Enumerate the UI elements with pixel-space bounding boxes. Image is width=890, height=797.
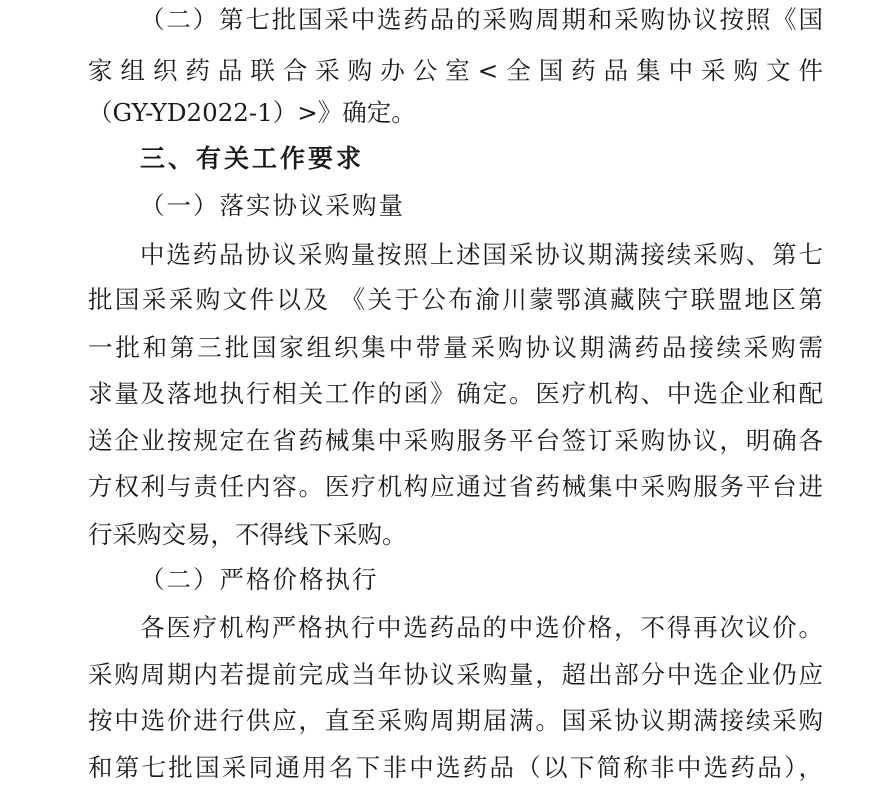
- paragraph-line: 采购周期内若提前完成当年协议采购量，超出部分中选企业仍应: [88, 660, 823, 689]
- paragraph-line: 按中选价进行供应，直至采购周期届满。国采协议期满接续采购: [88, 706, 823, 735]
- paragraph-line: 各医疗机构严格执行中选药品的中选价格，不得再次议价。: [140, 613, 823, 642]
- subsection-heading: （二）严格价格执行: [140, 565, 379, 594]
- paragraph-line: 中选药品协议采购量按照上述国采协议期满接续采购、第七: [140, 240, 823, 269]
- paragraph-line: （二）第七批国采中选药品的采购周期和采购协议按照《国: [140, 5, 823, 34]
- paragraph-line: 行采购交易，不得线下采购。: [88, 520, 407, 549]
- paragraph-line: 一批和第三批国家组织集中带量采购协议期满药品接续采购需: [88, 333, 823, 362]
- paragraph-line: 送企业按规定在省药械集中采购服务平台签订采购协议，明确各: [88, 426, 823, 455]
- paragraph-line: 方权利与责任内容。医疗机构应通过省药械集中采购服务平台进: [88, 472, 823, 501]
- paragraph-line: 和第七批国采同通用名下非中选药品（以下简称非中选药品），: [88, 753, 823, 782]
- paragraph-line: 批国采采购文件以及 《关于公布渝川蒙鄂滇藏陕宁联盟地区第: [88, 285, 823, 314]
- paragraph-line: 家组织药品联合采购办公室<全国药品集中采购文件: [88, 56, 823, 85]
- subsection-heading: （一）落实协议采购量: [140, 191, 405, 220]
- paragraph-line: 求量及落地执行相关工作的函》确定。医疗机构、中选企业和配: [88, 379, 823, 408]
- paragraph-line: （GY-YD2022-1）>》确定。: [88, 98, 416, 127]
- section-heading: 三、有关工作要求: [140, 144, 365, 173]
